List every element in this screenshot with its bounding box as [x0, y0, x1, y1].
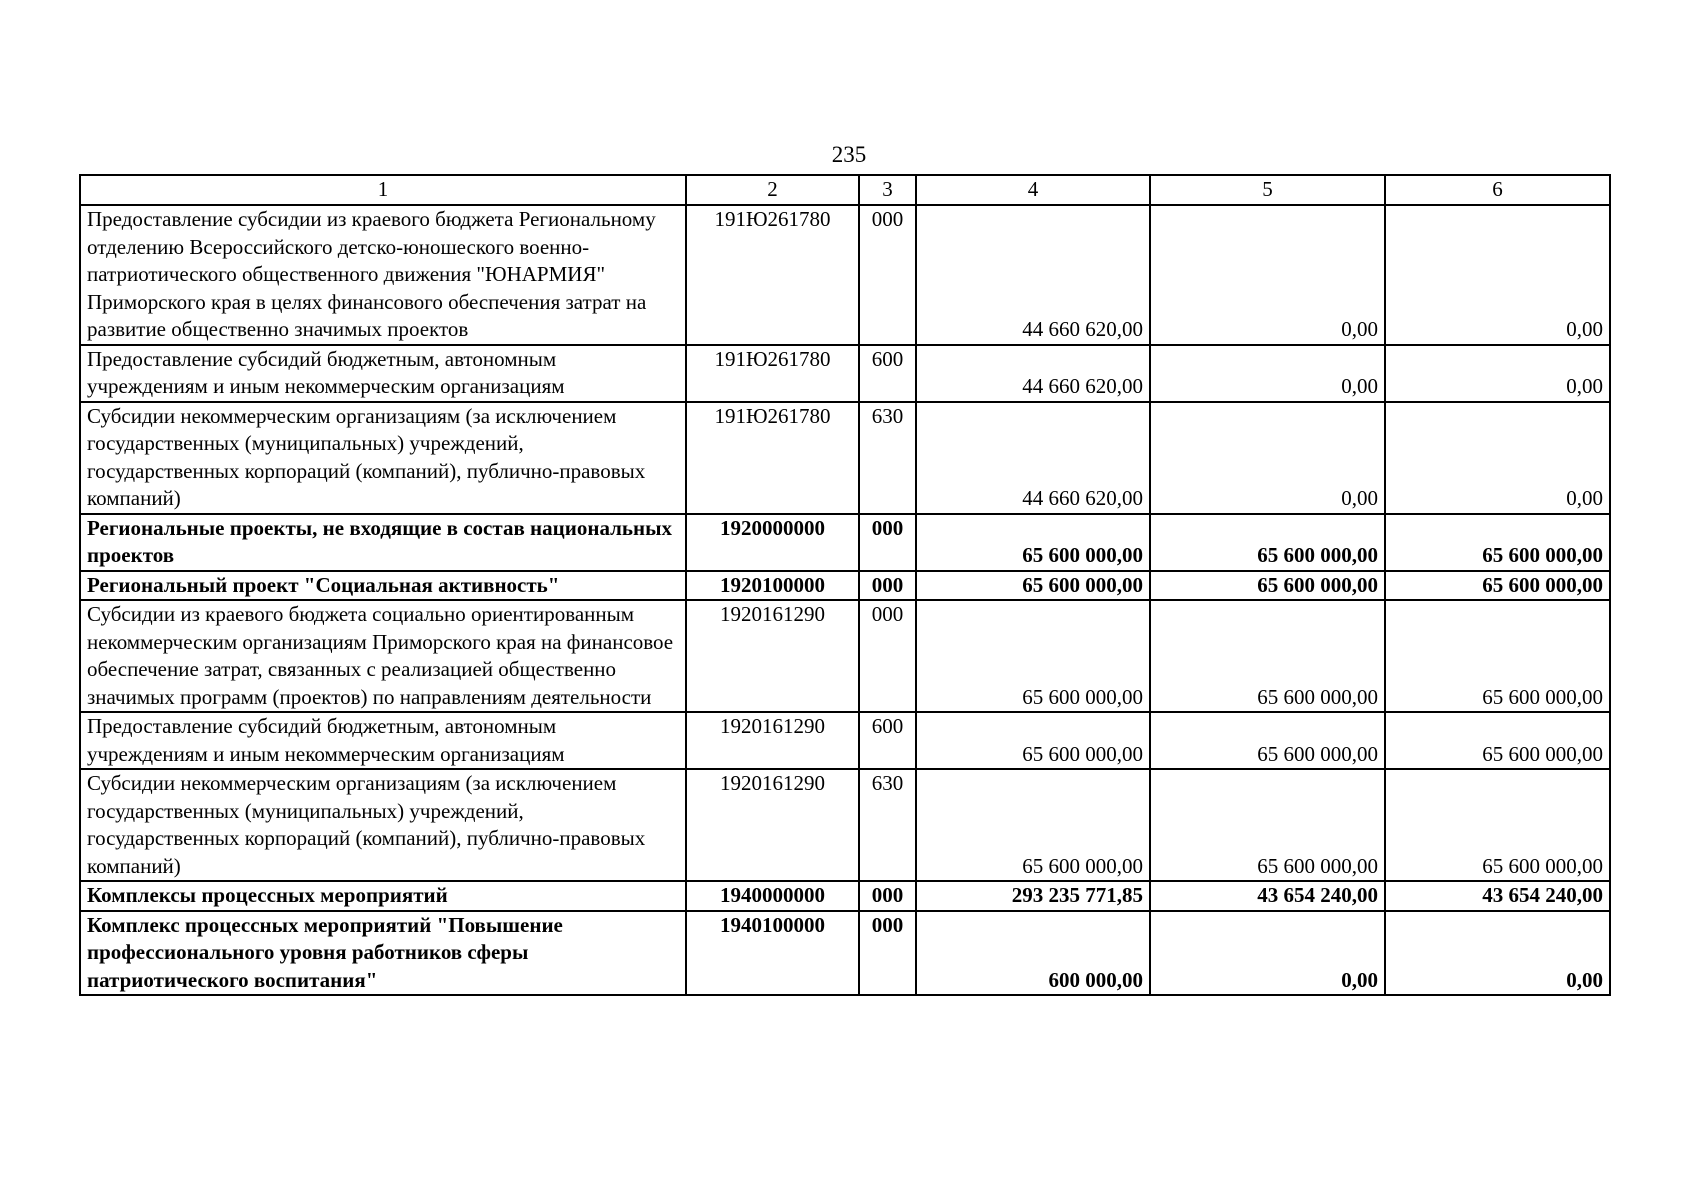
row-code: 1920161290 — [686, 712, 859, 769]
row-value-5: 65 600 000,00 — [1150, 514, 1385, 571]
row-value-5: 43 654 240,00 — [1150, 881, 1385, 911]
row-value-6: 65 600 000,00 — [1385, 600, 1610, 712]
header-col-1: 1 — [80, 175, 686, 205]
header-col-3: 3 — [859, 175, 916, 205]
row-kind: 000 — [859, 205, 916, 345]
page-number: 235 — [831, 142, 867, 167]
row-value-5: 65 600 000,00 — [1150, 769, 1385, 881]
table-row — [80, 205, 1610, 345]
table-row-bold — [80, 571, 1610, 601]
row-code: 191Ю261780 — [686, 345, 859, 402]
row-code: 1940100000 — [686, 911, 859, 996]
row-kind: 000 — [859, 911, 916, 996]
row-code: 1920161290 — [686, 600, 859, 712]
row-kind: 600 — [859, 345, 916, 402]
row-kind: 000 — [859, 514, 916, 571]
row-value-4: 44 660 620,00 — [916, 402, 1150, 514]
row-kind: 000 — [859, 600, 916, 712]
table-row — [80, 712, 1610, 769]
row-code: 1920000000 — [686, 514, 859, 571]
header-row — [80, 175, 1610, 205]
row-name: Региональный проект "Социальная активность" — [80, 571, 686, 601]
row-value-4: 293 235 771,85 — [916, 881, 1150, 911]
header-col-4: 4 — [916, 175, 1150, 205]
header-col-5: 5 — [1150, 175, 1385, 205]
row-value-4: 65 600 000,00 — [916, 514, 1150, 571]
row-value-5: 65 600 000,00 — [1150, 600, 1385, 712]
row-value-5: 0,00 — [1150, 205, 1385, 345]
row-value-4: 65 600 000,00 — [916, 571, 1150, 601]
header-col-6: 6 — [1385, 175, 1610, 205]
table-row — [80, 345, 1610, 402]
row-name: Предоставление субсидии из краевого бюджета Региональному отделению Всероссийского детско-юношеского военно-патриотического общественного движения "ЮНАРМИЯ" Приморского края в целях финансового обеспечения затрат на развитие общественно значимых проектов — [80, 205, 686, 345]
row-name: Комплексы процессных мероприятий — [80, 881, 686, 911]
row-kind: 000 — [859, 571, 916, 601]
row-value-5: 0,00 — [1150, 402, 1385, 514]
row-value-5: 0,00 — [1150, 345, 1385, 402]
row-value-4: 65 600 000,00 — [916, 712, 1150, 769]
row-value-4: 44 660 620,00 — [916, 205, 1150, 345]
row-value-5: 65 600 000,00 — [1150, 712, 1385, 769]
row-kind: 000 — [859, 881, 916, 911]
row-value-4: 65 600 000,00 — [916, 769, 1150, 881]
table-row — [80, 402, 1610, 514]
row-value-6: 65 600 000,00 — [1385, 769, 1610, 881]
row-name: Субсидии некоммерческим организациям (за исключением государственных (муниципальных) учреждений, государственных корпораций (компаний), публично-правовых компаний) — [80, 402, 686, 514]
row-code: 191Ю261780 — [686, 402, 859, 514]
row-value-6: 65 600 000,00 — [1385, 514, 1610, 571]
header-col-2: 2 — [686, 175, 859, 205]
table-row-bold — [80, 514, 1610, 571]
table-row — [80, 769, 1610, 881]
row-value-5: 65 600 000,00 — [1150, 571, 1385, 601]
row-name: Комплекс процессных мероприятий "Повышение профессионального уровня работников сферы патриотического воспитания" — [80, 911, 686, 996]
row-name: Субсидии из краевого бюджета социально ориентированным некоммерческим организациям Приморского края на финансовое обеспечение затрат, связанных с реализацией общественно значимых программ (проектов) по направлениям деятельности — [80, 600, 686, 712]
row-code: 1920100000 — [686, 571, 859, 601]
row-value-6: 0,00 — [1385, 911, 1610, 996]
row-value-6: 65 600 000,00 — [1385, 712, 1610, 769]
row-value-6: 0,00 — [1385, 205, 1610, 345]
budget-table — [79, 174, 1611, 996]
row-value-6: 65 600 000,00 — [1385, 571, 1610, 601]
table-row — [80, 600, 1610, 712]
row-kind: 630 — [859, 769, 916, 881]
table-row-bold — [80, 881, 1610, 911]
row-value-6: 0,00 — [1385, 345, 1610, 402]
row-value-6: 0,00 — [1385, 402, 1610, 514]
row-value-6: 43 654 240,00 — [1385, 881, 1610, 911]
row-value-5: 0,00 — [1150, 911, 1385, 996]
row-name: Региональные проекты, не входящие в состав национальных проектов — [80, 514, 686, 571]
row-code: 191Ю261780 — [686, 205, 859, 345]
row-value-4: 600 000,00 — [916, 911, 1150, 996]
row-code: 1920161290 — [686, 769, 859, 881]
row-kind: 600 — [859, 712, 916, 769]
row-value-4: 44 660 620,00 — [916, 345, 1150, 402]
row-code: 1940000000 — [686, 881, 859, 911]
row-name: Субсидии некоммерческим организациям (за исключением государственных (муниципальных) учреждений, государственных корпораций (компаний), публично-правовых компаний) — [80, 769, 686, 881]
row-value-4: 65 600 000,00 — [916, 600, 1150, 712]
row-name: Предоставление субсидий бюджетным, автономным учреждениям и иным некоммерческим организациям — [80, 712, 686, 769]
table-row-bold — [80, 911, 1610, 996]
row-name: Предоставление субсидий бюджетным, автономным учреждениям и иным некоммерческим организациям — [80, 345, 686, 402]
row-kind: 630 — [859, 402, 916, 514]
